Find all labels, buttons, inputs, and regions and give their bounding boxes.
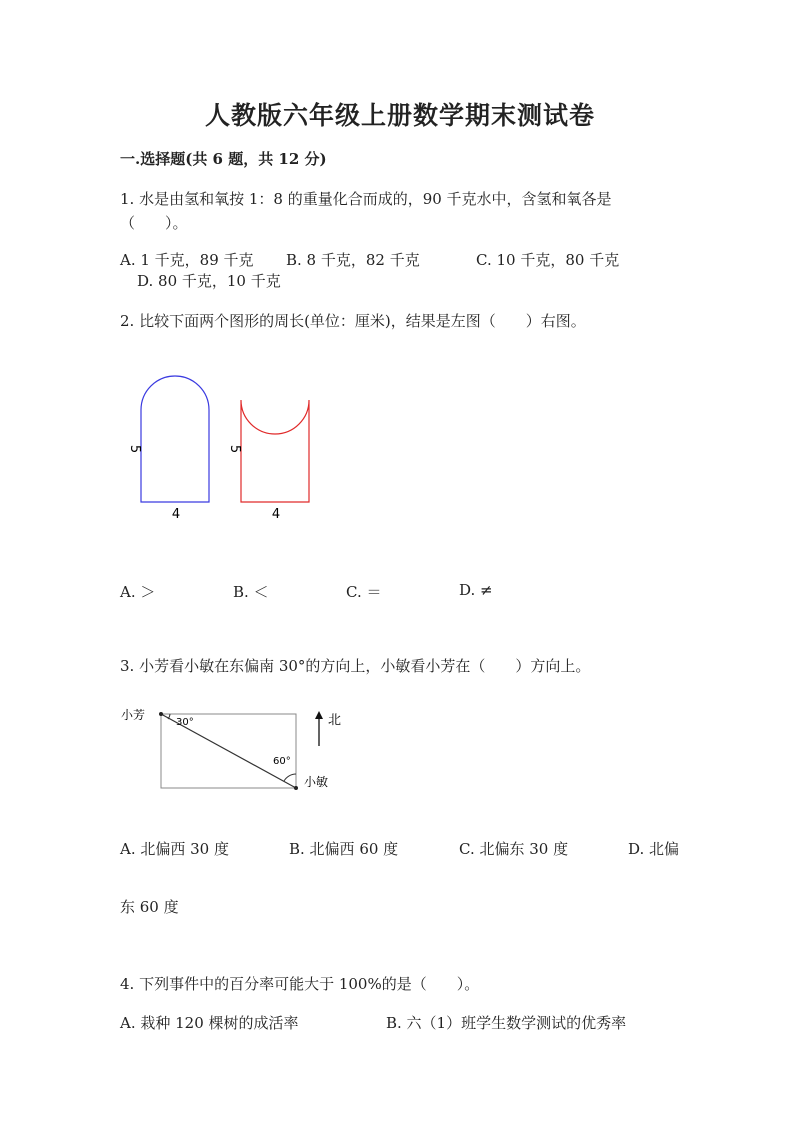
question-4-stem: 4. 下列事件中的百分率可能大于 100%的是（ ）。	[120, 975, 480, 993]
question-2-option-b: B. ＜	[233, 583, 269, 601]
left-shape-outline	[141, 376, 209, 502]
label-xiaofang: 小芳	[121, 708, 146, 722]
question-1-option-c: C. 10 千克，80 千克	[476, 251, 620, 269]
right-height-label: 5	[227, 444, 242, 454]
question-2-option-d: D. ≠	[459, 581, 493, 599]
question-3-stem: 3. 小芳看小敏在东偏南 30°的方向上，小敏看小芳在（ ）方向上。	[120, 657, 591, 675]
angle-60-label: 60°	[273, 756, 291, 767]
section-heading: 一.选择题(共 6 题，共 12 分)	[120, 150, 327, 168]
question-4-option-b: B. 六（1）班学生数学测试的优秀率	[386, 1014, 627, 1032]
question-2-option-a: A. ＞	[120, 583, 156, 601]
question-1-option-b: B. 8 千克，82 千克	[286, 251, 420, 269]
question-1-option-d: D. 80 千克，10 千克	[137, 272, 281, 290]
question-1-stem: 1. 水是由氢和氧按 1：8 的重量化合而成的，90 千克水中，含氢和氧各是	[120, 190, 612, 208]
right-shape-outline	[241, 400, 309, 502]
north-label: 北	[328, 713, 342, 728]
direction-figure	[118, 700, 358, 800]
question-1-stem-cont: （ ）。	[120, 214, 188, 232]
right-width-label: 4	[271, 507, 281, 522]
left-height-label: 5	[127, 444, 142, 454]
north-arrow-icon	[315, 711, 323, 719]
angle-30-label: 30°	[176, 717, 194, 728]
question-3-option-d-cont: 东 60 度	[120, 898, 179, 916]
question-4-option-a: A. 栽种 120 棵树的成活率	[120, 1014, 299, 1032]
left-width-label: 4	[171, 507, 181, 522]
question-1-option-a: A. 1 千克，89 千克	[120, 251, 254, 269]
question-2-stem: 2. 比较下面两个图形的周长(单位：厘米)，结果是左图（ ）右图。	[120, 312, 586, 330]
page-title: 人教版六年级上册数学期末测试卷	[204, 101, 595, 130]
question-3-option-a: A. 北偏西 30 度	[120, 840, 229, 858]
question-2-option-c: C. ＝	[346, 583, 382, 601]
perimeter-figure	[118, 368, 328, 528]
question-3-option-c: C. 北偏东 30 度	[459, 840, 569, 858]
question-3-option-b: B. 北偏西 60 度	[289, 840, 399, 858]
question-3-option-d: D. 北偏	[628, 840, 680, 858]
label-xiaomin: 小敏	[304, 775, 329, 789]
